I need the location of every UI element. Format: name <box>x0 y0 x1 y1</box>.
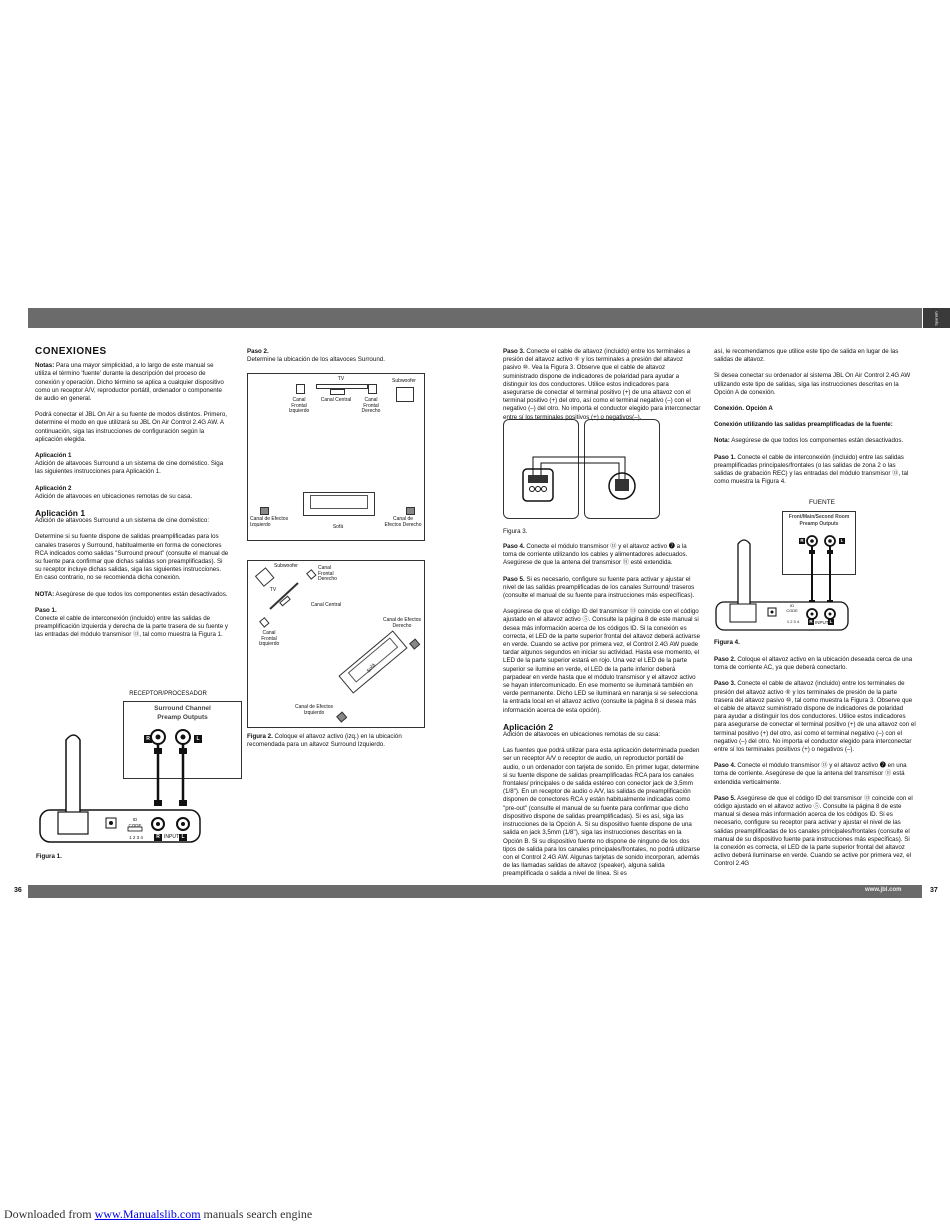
note-paragraph: Nota: Asegúrese de que todos los componentes están desactivados. <box>714 437 904 445</box>
fig4-input-label: INPUT <box>815 620 829 625</box>
fig2a-front-right-speaker <box>368 384 377 394</box>
column-3 <box>503 348 701 430</box>
fig2a-sofa-label: Sofá <box>332 524 344 530</box>
paragraph: Determine si su fuente dispone de salidas preamplificadas para los canales traseros y Surround, habitualmente en forma de conectores RCA indicados como salidas "Surround preout" (consulte el manual de su fuente para confirmar que dichas salidas son preamplificadas). Si su receptor incluye dichas salidas, siga las siguientes instrucciones. En caso contrario, no se recomienda dicha conexión. <box>35 533 229 582</box>
fig2a-tv-label: TV <box>337 376 345 382</box>
download-watermark: Downloaded from www.Manualslib.com manuals search engine <box>4 1207 313 1221</box>
fig2a-subwoofer <box>396 387 414 402</box>
note-paragraph: NOTA: Asegúrese de que todos los componentes están desactivados. <box>35 590 228 598</box>
notes-paragraph: Notas: Para una mayor simplicidad, a lo largo de este manual se utiliza el término 'fuente' durante la descripción del proceso de conexión y operación. Dicho término se aplica a cualquier dispositivo como un receptor A/V, reproductor portátil, ordenador o componente de audio en general. <box>35 362 224 403</box>
fig1-r-badge: R <box>144 735 152 743</box>
step3-paragraph: Paso 3. Conecte el cable de altavoz (incluido) entre los terminales de presión del altavoz activo ⑥ y los terminales de presión de la parte trasera del altavoz pasivo ⑩, tal como muestra la Figura 3. Observe que el cable de altavoz suministrado dispone de indicadores de polaridad para ayudar a distinguir los dos conductores. Utilice estos indicadores para asegurarse de conectar el terminal positivo (+) de una altavoz con el terminal positivo (+) del otro, así como el terminal negativo (–) con el negativo (–) del otro. No importa el conductor elegido para interconectar entre sí los terminales positivos (+) o negativos (–). <box>714 680 916 754</box>
step2-paragraph: Paso 2. Coloque el altavoz activo en la ubicación deseada cerca de una toma de corriente AC, ya que deberá conectarlo. <box>714 656 913 672</box>
subsection-sub: Adición de altavoces en ubicaciones remotas de su casa: <box>503 731 661 739</box>
header-band <box>28 308 922 328</box>
fig1-id-label: ID CODE <box>128 817 142 828</box>
fig2a-center-label: Canal Central <box>320 397 352 403</box>
app2-label: Aplicación 2 <box>35 484 72 492</box>
fig1-box-line2: Preamp Outputs <box>157 714 208 721</box>
id-paragraph: Asegúrese de que el código ID del transmisor ⑬ coincide con el código ajustado en el altavoz activo ⑤. Consulte la página 8 de este manual si desea más información acerca de los códigos ID. Si la conexión es correcta, el LED de la parte superior frontal del altavoz deberá activarse en verde. Cuando se active por primera vez, el Control 2.4G AW puede tardar algunos segundos en iniciar su actividad. Hasta ese momento, el LED de la parte superior estará en rojo. Una vez el LED de la parte superior se ilumine en verde, el LED de la parte inferior deberá parpadear en verde hasta que el módulo transmisor y el altavoz activo se hayan intercomunicado. En ese momento se iluminará también en verde permanente. Dicho LED se iluminará en naranja si se selecciona la entrada local en el altavoz activo (consulte la página 8 si desea más información acerca de esta opción). <box>503 608 701 714</box>
page-number-right: 37 <box>930 887 938 894</box>
fig2b-tv-label: TV <box>269 587 277 593</box>
subsection-title: Aplicación 1 <box>35 508 86 519</box>
page-number-left: 36 <box>14 887 22 894</box>
fig1-title: RECEPTOR/PROCESADOR <box>129 691 207 697</box>
app2-text: Adición de altavoces en ubicaciones remotas de su casa. <box>35 492 193 500</box>
step5-paragraph: Paso 5. Si es necesario, configure su fuente para activar y ajustar el nivel de las salidas preamplificadas de los canales Surround/ traseros (consulte el manual de su fuente para instrucciones más específicas). <box>503 575 695 600</box>
fig2b-center-label: Canal Central <box>310 602 342 608</box>
step1-paragraph: Paso 1. Conecte el cable de interconexión (incluido) entre las salidas preamplificadas principales/frontales (o las salidas de zona 2 o las salidas de grabación REC) y las entradas del módulo transmisor ⑬, tal como muestra la Figura 4. <box>714 453 909 486</box>
fig2a-front-right-label: Canal Frontal Derecho <box>361 397 381 414</box>
column-2 <box>247 348 427 372</box>
step4-paragraph: Paso 4. Conecte el módulo transmisor ⑬ y el altavoz activo ❼ a la toma de corriente utilizando los cables y alimentadores adecuados. Asegúrese de que la antena del transmisor ⑪ esté extendida. <box>503 543 688 567</box>
fig2b-surround-right-label: Canal de Efectos Derecho <box>382 617 422 629</box>
fig4-switch-numbers: 1 2 3 4 <box>786 619 800 624</box>
column-4 <box>714 348 916 494</box>
fig2a-surround-right-label: Canal de Efectos Derecho <box>384 516 422 528</box>
footer-url: www.jbl.com <box>865 887 902 893</box>
fig1-input-label: INPUT <box>164 834 179 840</box>
fig2b-front-right-label: Canal Frontal Derecho <box>318 565 337 582</box>
manualslib-link[interactable]: www.Manualslib.com <box>94 1207 201 1221</box>
fig4-box-line2: Preamp Outputs <box>799 521 839 527</box>
fig2a-front-left-speaker <box>296 384 305 394</box>
app1-label: Aplicación 1 <box>35 452 72 460</box>
option-a-title: Conexión. Opción A <box>714 405 773 413</box>
subsection-title: Aplicación 2 <box>503 721 554 732</box>
fig2b-front-left-label: Canal Frontal Izquierdo <box>258 630 280 647</box>
column-1 <box>35 348 230 648</box>
language-tab: Spanish <box>923 308 950 328</box>
fig2b-room <box>247 560 425 728</box>
fig4-r-badge: R <box>800 538 804 543</box>
fig2a-surround-left-label: Canal de Efectos Izquierdo <box>250 516 289 528</box>
fig2a-front-left-label: Canal Frontal Izquierdo <box>288 397 310 414</box>
fig3-caption: Figura 3. <box>503 528 528 535</box>
fig1-l-badge: L <box>194 735 202 743</box>
fig1-input-r: R <box>154 834 162 841</box>
step1-label: Paso 1. <box>35 606 57 614</box>
step2-label: Paso 2. <box>247 348 269 355</box>
step3-paragraph: Paso 3. Conecte el cable de altavoz (incluido) entre los terminales a presión del altavoz activo ⑥ y los terminales a presión del altavoz pasivo ⑩. Vea la Figura 3. Observe que el cable de altavoz suministrado dispone de indicadores de polaridad para ayudar a distinguir los dos conductores. Utilice estos indicadores para asegurarse de conectar el terminal positivo (+) de una altavoz con el terminal positivo (+) del otro, así como el terminal negativo (–) con el negativo (–) del otro. No importa el conductor elegido para interconectar entre sí los terminales positivos (+) o negativos(–). <box>503 348 701 421</box>
fig3-diagram <box>503 419 663 519</box>
footer-band <box>28 885 922 898</box>
app2-paragraph: Las fuentes que podrá utilizar para esta aplicación determinada pueden ser un receptor A/V o receptor de audio, un reproductor portátil de audio, o un ordenador con tarjeta de sonido. En primer lugar, determine si su fuente dispone de salidas preamplificadas RCA para los canales frontales/ principales o de salida estéreo con conector jack de 3,5mm (1/8"). En un receptor de audio o A/V, las salidas de preamplificación disponen de conectores RCA y están habitualmente indicadas como "pre-out" (consulte el manual de su fuente para confirmar que dicho dispositivo dispone de salidas preamplificadas). Si es así, siga las instrucciones de la Opción A. Si su dispositivo fuente dispone de una salida en jack 3,5mm (1/8"), siga las instrucciones descritas en la Opción B. Si su dispositivo fuente no dispone de ninguno de los dos tipos de salida para los canales principales/frontales, no podrá utilizarse con el Control 2.4G AW. Algunas tarjetas de sonido incorporan, además de las llamadas salidas de altavoz (speaker), alguna salida preamplificada o salida a nivel de línea. Si es <box>503 747 701 878</box>
step5-paragraph: Paso 5. Asegúrese de que el código ID del transmisor ⑬ coincide con el código ajustado en el altavoz activo ⑤. Consulte la página 8 de este manual si desea más información acerca de los códigos ID. Si es necesario, configure su receptor para activar y ajustar el nivel de las salidas preamplificadas de los canales principales/frontales (consulte el manual de su dispositivo fuente para instrucciones más específicas). Si la conexión es correcta, el LED de la parte superior frontal del altavoz activo deberá iluminarse en verde. Cuando se active por primera vez, el Control 2.4G <box>714 794 913 868</box>
option-a-sub: Conexión utilizando las salidas preamplificadas de la fuente: <box>714 421 893 429</box>
fig2a-surround-right-speaker <box>406 507 415 515</box>
fig2a-room <box>247 373 425 541</box>
step4-paragraph: Paso 4. Conecte el módulo transmisor ⑬ y el altavoz activo ❼ en una toma de corriente. Asegúrese de que la antena del transmisor ⑪ está extendida verticalmente. <box>714 762 907 786</box>
app1-text: Adición de altavoces Surround a un sistema de cine doméstico. Siga las siguientes instrucciones para Aplicación 1. <box>35 460 224 476</box>
fig4-l-badge: L <box>840 538 844 543</box>
paragraph: así, le recomendamos que utilice este tipo de salida en lugar de las salidas de altavoz. <box>714 348 899 364</box>
column-3-lower <box>503 543 701 887</box>
fig2a-center-speaker <box>330 389 345 395</box>
fig2b-sofa-label: Sofá <box>365 662 378 675</box>
subsection-sub: Adición de altavoces Surround a un sistema de cine doméstico: <box>35 517 210 525</box>
fig2b-surround-left-label: Canal de Efectos Izquierdo <box>294 704 334 716</box>
step2-text: Determine la ubicación de los altavoces Surround. <box>247 356 385 364</box>
fig1-input-l: L <box>179 834 187 841</box>
column-4-lower <box>714 656 916 877</box>
fig1-caption: Figura 1. <box>36 853 62 860</box>
fig1-box-line1: Surround Channel <box>154 705 211 712</box>
fig1-switch-numbers: 1 2 3 4 <box>129 835 143 840</box>
paragraph: Si desea conectar su ordenador al sistema JBL On Air Control 2.4G AW utilizando este tipo de salidas, siga las instrucciones descritas en la Opción A de conexión. <box>714 372 911 396</box>
fig2b-subwoofer-label: Subwoofer <box>274 563 298 569</box>
fig4-caption: Figura 4. <box>714 639 740 646</box>
fig2a-sofa <box>303 492 375 516</box>
fig4-input-l: L <box>829 619 833 624</box>
fig4-input-r: R <box>809 619 813 624</box>
fig4-box-line1: Front/Main/Second Room <box>788 514 850 520</box>
paragraph: Podrá conectar el JBL On Air a su fuente de modos distintos. Primero, determine el modo en que utilizará su JBL On Air Control 2.4G AW. A continuación, siga las instrucciones de configuración según la aplicación elegida. <box>35 411 228 443</box>
fig4-title: FUENTE <box>809 499 835 506</box>
fig2a-subwoofer-label: Subwoofer <box>392 378 416 384</box>
fig4-id-label: ID CODE <box>786 603 798 613</box>
fig2a-surround-left-speaker <box>260 507 269 515</box>
step1-text: Conecte el cable de interconexión (incluido) entre las salidas de preamplificación izquierda y derecha de la parte trasera de su fuente y las entradas del módulo transmisor ⑬, tal como muestra la Figura 1. <box>35 615 228 639</box>
fig2-caption: Figura 2. Coloque el altavoz activo (izq.) en la ubicación recomendada para un altavoz Surround Izquierdo. <box>247 733 402 749</box>
section-title: CONEXIONES <box>35 346 107 357</box>
